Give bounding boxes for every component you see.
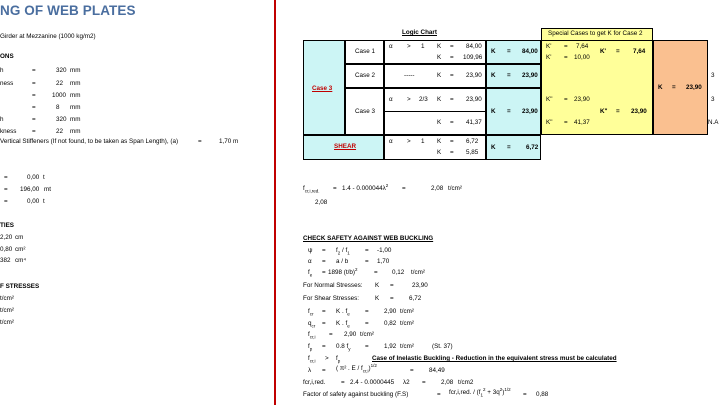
- stiffener-unit: m: [233, 138, 239, 145]
- dim-value: 8: [56, 104, 60, 111]
- force-eq: =: [4, 174, 8, 181]
- dim-eq: =: [32, 92, 36, 99]
- case3-link[interactable]: Case 3: [312, 85, 333, 92]
- dim-value: 22: [56, 128, 64, 135]
- shear-k1: 6,72: [466, 138, 479, 145]
- force-value: 0,00: [27, 198, 40, 205]
- dim-value: 320: [56, 116, 67, 123]
- column-divider: [274, 0, 276, 405]
- special-k-prime: 7,64: [633, 48, 646, 55]
- dim-unit: mm: [70, 92, 81, 99]
- psi-value: -1,00: [377, 247, 392, 254]
- case2-result: 23,90: [522, 72, 538, 79]
- dim-label: ness: [0, 80, 14, 87]
- dim-unit: mm: [70, 128, 81, 135]
- special-cases-box: [541, 28, 653, 135]
- force-unit: t: [43, 174, 45, 181]
- fcr-reduced-value: 2,08: [431, 185, 444, 192]
- fcr-value: 2,90: [384, 308, 397, 315]
- property-unit: cm⁴: [15, 257, 27, 264]
- normal-k-value: 23,90: [412, 282, 428, 289]
- dim-unit: mm: [70, 116, 81, 123]
- property-unit: cm: [15, 234, 24, 241]
- force-eq: =: [4, 198, 8, 205]
- lambda-value: 84,49: [429, 367, 445, 374]
- stress-unit: t/cm²: [0, 307, 14, 314]
- dimensions-header: ONS: [0, 53, 14, 60]
- case1-label: Case 1: [355, 48, 375, 55]
- case1-k2: 109,96: [463, 54, 483, 61]
- case2-label: Case 2: [355, 72, 375, 79]
- force-unit: t: [43, 198, 45, 205]
- special-k3: 23,90: [574, 96, 590, 103]
- dim-eq: =: [32, 67, 36, 74]
- case2-k: 23,90: [466, 72, 482, 79]
- properties-header: TIES: [0, 222, 14, 229]
- case3-k1: 23,90: [466, 96, 482, 103]
- shear-link[interactable]: SHEAR: [334, 143, 357, 150]
- dim-label: h: [0, 116, 4, 123]
- force-eq: =: [4, 186, 8, 193]
- dim-unit: mm: [70, 80, 81, 87]
- factor-of-safety-value: 0,88: [536, 391, 549, 398]
- special-k4: 41,37: [574, 119, 590, 126]
- fcr-red-value: 2,08: [441, 379, 454, 386]
- dim-eq: =: [32, 104, 36, 111]
- girder-description: Girder at Mezzanine (1000 kg/m2): [0, 33, 96, 40]
- final-k-value: 23,90: [686, 84, 702, 91]
- stiffener-label: Vertical Stiffeners (If not found, to be taken as Span Length), (a): [0, 138, 179, 145]
- check-safety-header: CHECK SAFETY AGAINST WEB BUCKLING: [303, 235, 434, 242]
- force-value: 196,00: [20, 186, 40, 193]
- fcr-reduced-row: $f_{cr,i,red.}$: [303, 185, 320, 194]
- case3-result: 23,90: [522, 108, 538, 115]
- shear-result: 6,72: [526, 144, 539, 151]
- case3-k2: 41,37: [466, 119, 482, 126]
- shear-k-value: 6,72: [409, 295, 422, 302]
- stress-unit: t/cm²: [0, 295, 14, 302]
- logic-chart-title: Logic Chart: [402, 29, 437, 36]
- dim-unit: mm: [70, 104, 81, 111]
- dim-label: kness: [0, 128, 17, 135]
- fcri-value: 2,90: [344, 331, 357, 338]
- dim-value: 22: [56, 80, 64, 87]
- special-cases-title: Special Cases to get K for Case 2: [548, 30, 643, 37]
- qcr-value: 0,82: [384, 320, 397, 327]
- property-value: 382: [0, 257, 11, 264]
- dim-value: 1000: [52, 92, 67, 99]
- inelastic-buckling-message: Case of Inelastic Buckling - Reduction in the equivalent stress must be calculated: [372, 355, 617, 362]
- case3-label: Case 3: [355, 108, 375, 115]
- shear-k2: 5,85: [466, 149, 479, 156]
- alpha-value: 1,70: [377, 258, 390, 265]
- stiffener-eq: =: [198, 138, 202, 145]
- force-unit: mt: [44, 186, 51, 193]
- special-k1: 7,64: [576, 43, 589, 50]
- dim-eq: =: [32, 80, 36, 87]
- dim-label: h: [0, 67, 4, 74]
- stress-unit: t/cm²: [0, 319, 14, 326]
- property-value: 2,20: [0, 234, 13, 241]
- case1-result: 84,00: [522, 48, 538, 55]
- force-value: 0,00: [27, 174, 40, 181]
- dim-eq: =: [32, 128, 36, 135]
- stiffener-value: 1,70: [219, 138, 232, 145]
- property-unit: cm²: [15, 246, 26, 253]
- special-k-double-prime: 23,90: [631, 108, 647, 115]
- dim-unit: mm: [70, 67, 81, 74]
- fe-value: 0,12: [392, 269, 405, 276]
- dim-value: 320: [56, 67, 67, 74]
- property-value: 0,80: [0, 246, 13, 253]
- stresses-header: F STRESSES: [0, 283, 40, 290]
- dim-eq: =: [32, 116, 36, 123]
- page-title: NG OF WEB PLATES: [0, 3, 136, 18]
- case1-k1: 84,00: [466, 43, 482, 50]
- special-k2: 10,00: [574, 54, 590, 61]
- fp-value: 1,92: [384, 343, 397, 350]
